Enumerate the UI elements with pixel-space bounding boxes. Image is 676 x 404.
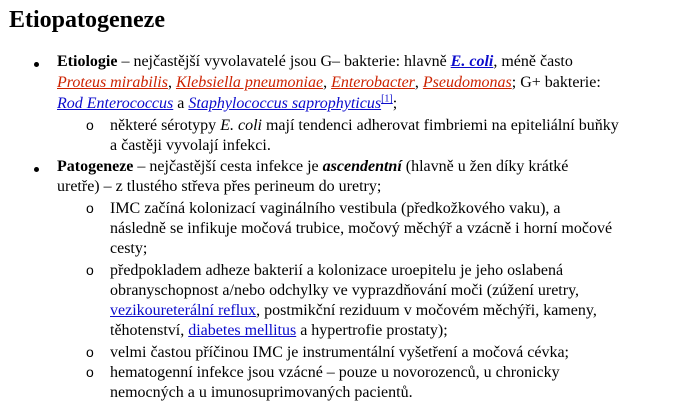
patogeneze-sub-3-line-1 <box>110 343 569 362</box>
etiologie-line-1 <box>57 52 573 71</box>
bullet-circle-icon: o <box>86 117 94 133</box>
sub-text: následně se infikuje močová trubice, močový měchýř a vzácně i horní močové <box>110 220 613 237</box>
etiologie-text-5: ; <box>392 95 398 112</box>
reference-link[interactable]: [1] <box>381 93 393 105</box>
patogeneze-sub-2-line-4 <box>110 321 448 340</box>
ascendentni-text: ascendentní <box>322 158 402 175</box>
link-staphylococcus-saprophyticus[interactable]: Staphylococcus saprophyticus <box>188 95 382 112</box>
link-diabetes-mellitus[interactable]: diabetes mellitus <box>188 322 297 339</box>
sub-text: hematogenní infekce jsou vzácné – pouze u novorozenců, u chronicky <box>110 364 560 381</box>
sub-text: , postmikční reziduum v močovém měchýři, kameny, <box>256 302 597 319</box>
separator: , <box>323 74 332 91</box>
link-vezikoureteralni-reflux[interactable]: vezikoureterální reflux <box>110 302 257 319</box>
link-klebsiella-pneumoniae[interactable]: Klebsiella pneumoniae <box>175 74 324 91</box>
etiologie-label: Etiologie <box>57 53 118 70</box>
etiologie-text-2: , méně často <box>493 53 573 70</box>
sub-text: některé sérotypy <box>110 117 221 134</box>
patogeneze-text-3: uretře) – z tlustého střeva přes perineum do uretry; <box>57 178 382 195</box>
patogeneze-sub-4-line-1 <box>110 363 560 382</box>
etiologie-sub-1-line-1 <box>110 116 619 135</box>
etiologie-text-1: – nejčastější vyvolavatelé jsou G– bakterie: hlavně <box>117 53 451 70</box>
patogeneze-line-2 <box>57 177 381 196</box>
sub-text: a častěji vyvolají infekci. <box>110 137 271 154</box>
patogeneze-sub-2-line-1 <box>110 261 563 280</box>
patogeneze-line-1 <box>57 157 568 176</box>
bullet-disc-icon <box>34 62 39 67</box>
sub-text: IMC začíná kolonizací vaginálního vestibula (předkožkového vaku), a <box>110 200 561 217</box>
sub-text: obranyschopnost a/nebo odchylky ve vyprazdňování moči (zúžení uretry, <box>110 282 580 299</box>
patogeneze-text-2: (hlavně u žen díky krátké <box>401 158 569 175</box>
link-proteus-mirabilis[interactable]: Proteus mirabilis <box>57 74 168 91</box>
bullet-circle-icon: o <box>86 262 94 278</box>
etiologie-text-4: a <box>173 95 189 112</box>
etiologie-text-3: ; G+ bakterie: <box>511 74 601 91</box>
patogeneze-label: Patogeneze <box>57 158 134 175</box>
sub-text: nemocných a u imunosuprimovaných pacientů. <box>110 384 413 401</box>
patogeneze-sub-1-line-3 <box>110 239 147 258</box>
patogeneze-sub-4-line-2 <box>110 383 413 402</box>
link-e-coli[interactable]: E. coli <box>450 53 494 70</box>
etiologie-line-3 <box>57 94 397 113</box>
bullet-circle-icon: o <box>86 344 94 360</box>
patogeneze-sub-1-line-1 <box>110 199 561 218</box>
separator: , <box>414 74 423 91</box>
bullet-circle-icon: o <box>86 364 94 380</box>
separator: , <box>167 74 176 91</box>
patogeneze-sub-1-line-2 <box>110 219 612 238</box>
link-rod-enterococcus[interactable]: Rod Enterococcus <box>57 95 174 112</box>
sub-text: velmi častou příčinou IMC je instrumentální vyšetření a močová cévka; <box>110 344 569 361</box>
patogeneze-sub-2-line-3 <box>110 301 597 320</box>
link-enterobacter[interactable]: Enterobacter <box>331 74 415 91</box>
link-pseudomonas[interactable]: Pseudomonas <box>422 74 512 91</box>
sub-text-italic: E. coli <box>220 117 262 134</box>
sub-text: těhotenství, <box>110 322 189 339</box>
etiologie-line-2 <box>57 73 601 92</box>
bullet-circle-icon: o <box>86 200 94 216</box>
sub-text: předpokladem adheze bakterií a kolonizace uroepitelu je jeho oslabená <box>110 262 564 279</box>
patogeneze-sub-2-line-2 <box>110 281 579 300</box>
page-title: Etiopatogeneze <box>9 7 165 33</box>
sub-text: mají tendenci adherovat fimbriemi na epiteliální buňky <box>261 117 619 134</box>
sub-text: cesty; <box>110 240 148 257</box>
bullet-disc-icon <box>34 167 39 172</box>
sub-text: a hypertrofie prostaty); <box>296 322 448 339</box>
etiologie-sub-1-line-2 <box>110 136 271 155</box>
patogeneze-text-1: – nejčastější cesta infekce je <box>133 158 323 175</box>
